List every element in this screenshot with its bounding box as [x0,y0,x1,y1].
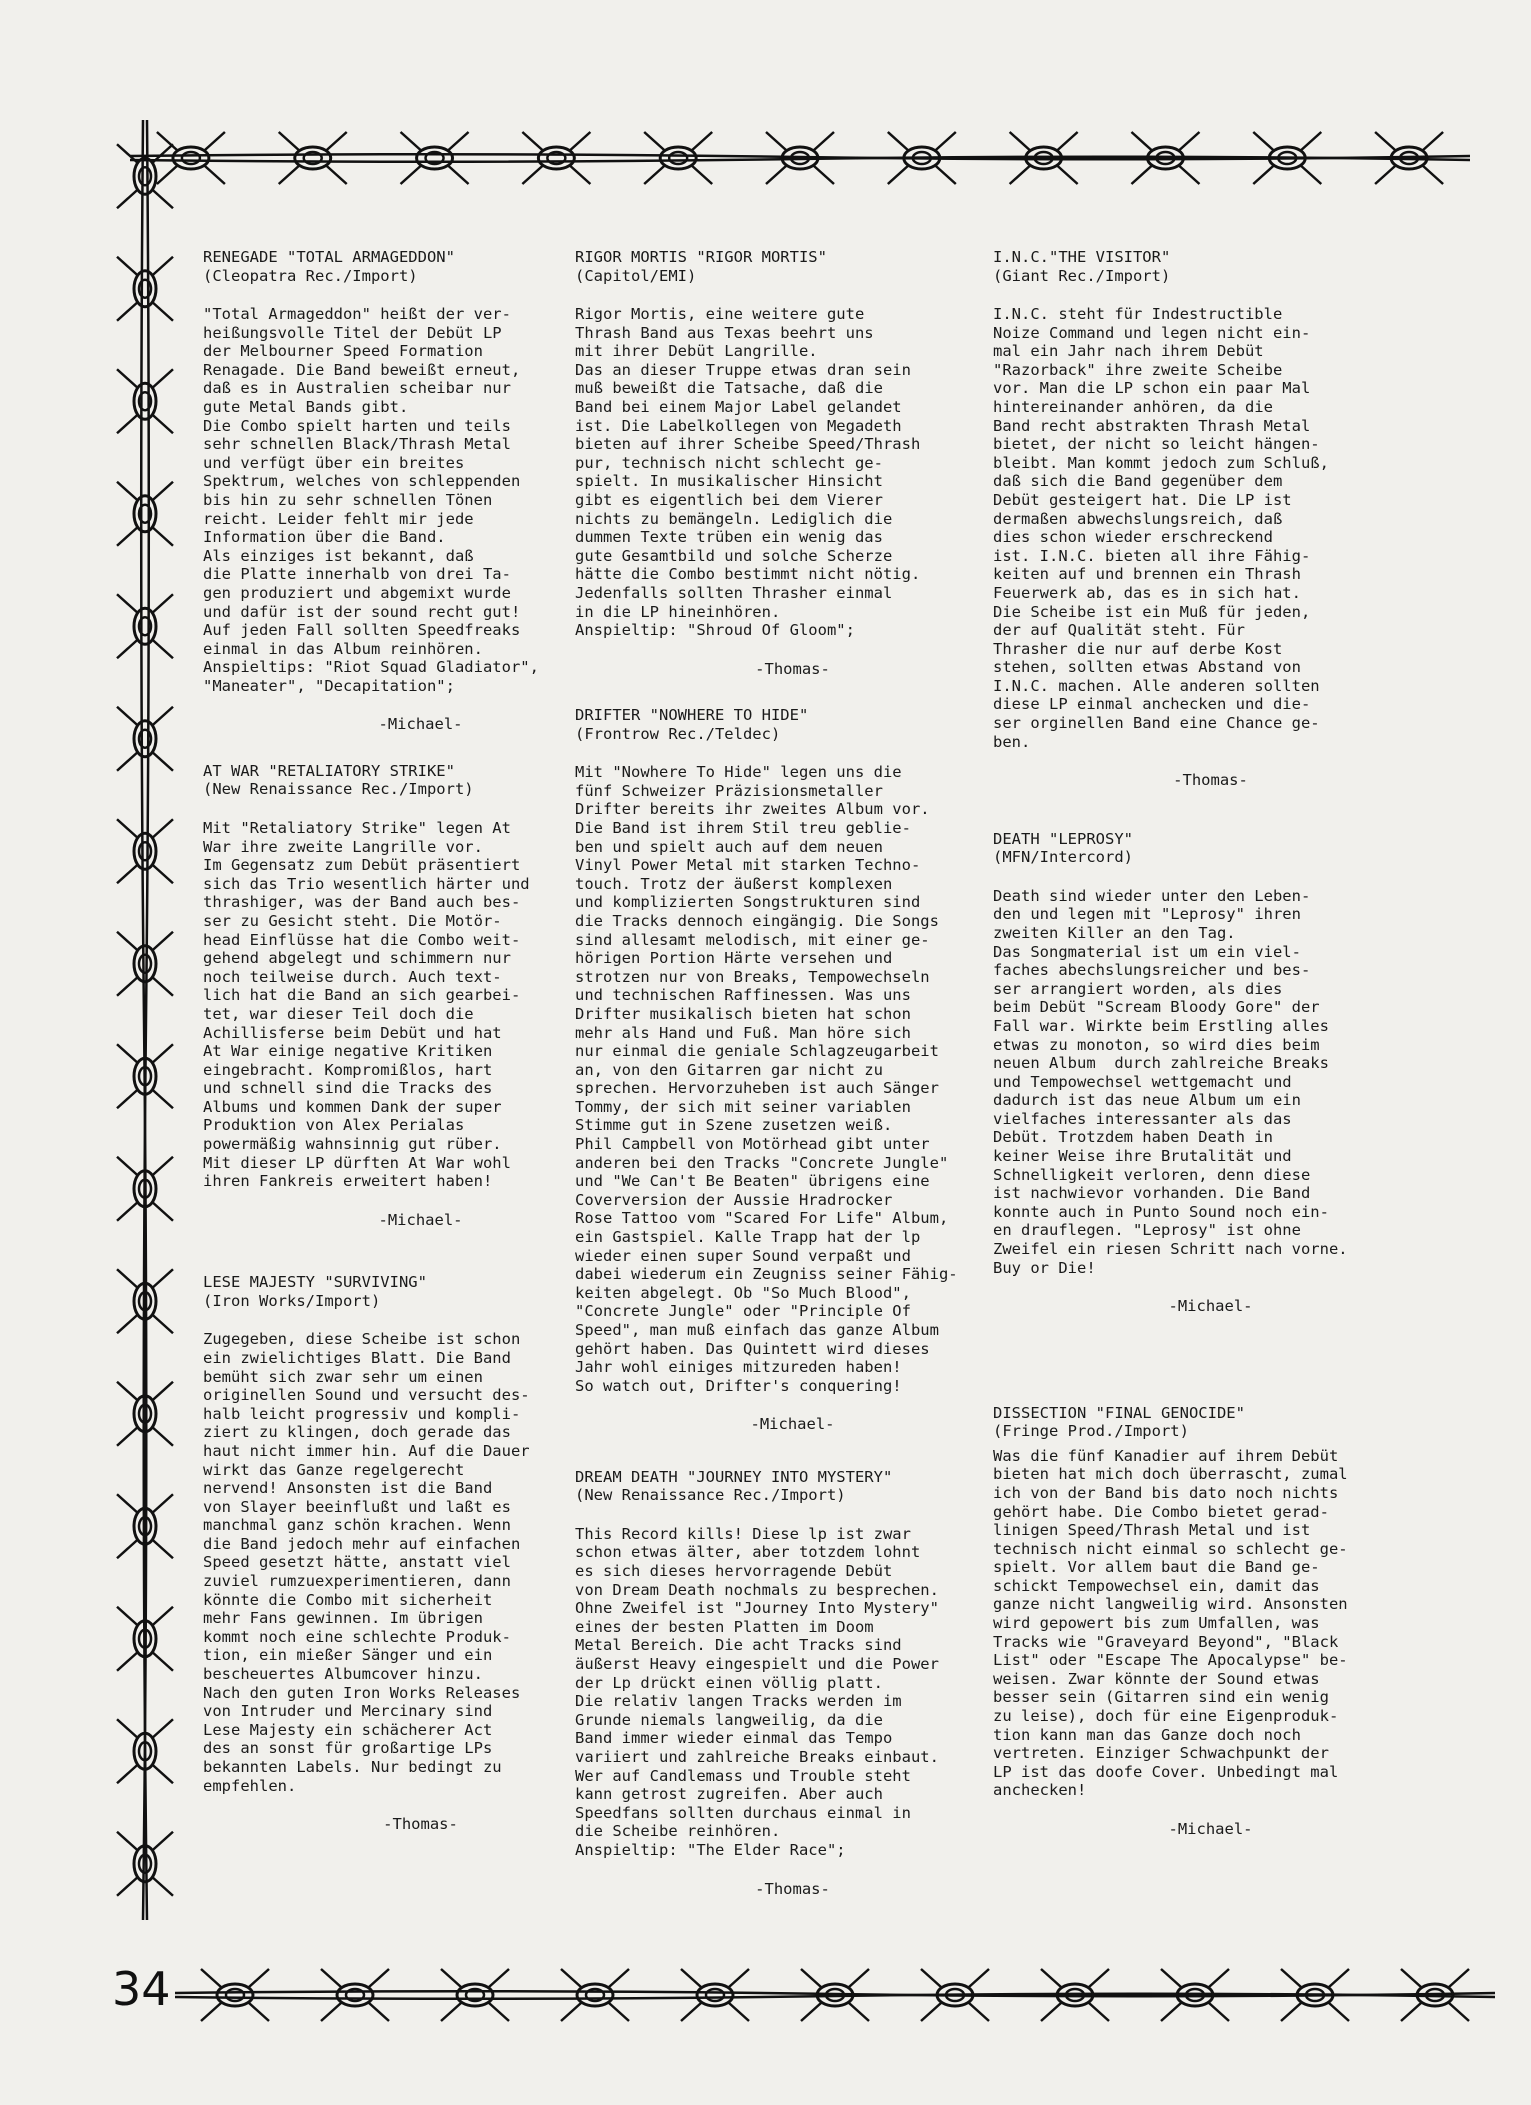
review-body: Mit "Retaliatory Strike" legen At War ihre zweite Langrille vor. Im Gegensatz zum Debüt präsentiert sich das Trio wesentlich härter und thrashiger, was der Band auch bes- ser zu Gesicht steht. Die Motör- head Einflüsse hat die Combo weit- gehend abgelegt und schimmern nur noch teilweise durch. Auch text- lich hat die Band an sich gearbei- tet, war dieser Teil doch die Achillisferse beim Debüt und hat At War einige negative Kritiken eingebracht. Kompromißlos, hart und schnell sind die Tracks des Albums und kommen Dank der super Produktion von Alex Perialas powermäßig wahnsinnig gut rüber. Mit dieser LP dürften At War wohl ihren Fankreis erweitert haben! [203,818,530,1191]
review-column-1 [203,248,598,1834]
review-title: AT WAR "RETALIATORY STRIKE" [203,761,455,780]
review-title: I.N.C."THE VISITOR" [993,248,1171,266]
review-author: -Thomas- [383,1815,458,1834]
review-author: -Michael- [750,1415,835,1434]
review-dissection [993,1404,1388,1839]
review-title: RENEGADE "TOTAL ARMAGEDDON" [203,248,455,266]
barb-knot [681,1969,749,2021]
review-label: (New Renaissance Rec./Import) [203,780,474,799]
review-author: -Michael- [378,715,463,734]
review-author: -Michael- [1168,1820,1253,1838]
review-title: RIGOR MORTIS "RIGOR MORTIS" [575,248,827,266]
review-label: (Iron Works/Import) [203,1291,381,1310]
barb-knot [561,1969,629,2021]
review-lese-majesty [203,1273,598,1833]
barb-knot [279,132,347,184]
barb-knot [321,1969,389,2021]
page-number: 34 [112,1962,171,2016]
review-body: This Record kills! Diese lp ist zwar schon etwas älter, aber totzdem lohnt es sich dieses hervorragende Debüt von Dream Death nochmals zu besprechen. Ohne Zweifel ist "Journey Into Mystery" eines der besten Platten im Doom Metal Bereich. Die acht Tracks sind äußerst Heavy eingespielt und die Power der Lp drückt einen völlig platt. Die relativ langen Tracks werden im Grunde niemals langweilig, da die Band immer wieder einmal das Tempo variiert und zahlreiche Breaks einbaut. Wer auf Candlemass und Trouble steht kann getrost zugreifen. Aber auch Speedfans sollten durchaus einmal in die Scheibe reinhören. Anspieltip: "The Elder Race"; [575,1524,939,1859]
review-author: -Thomas- [1173,771,1248,790]
barb-knot [117,1382,173,1446]
review-title: DREAM DEATH "JOURNEY INTO MYSTERY" [575,1467,893,1486]
review-body: I.N.C. steht für Indestructible Noize Command und legen nicht ein- mal ein Jahr nach ihrem Debüt "Razorback" ihre zweite Scheibe vor. Man die LP schon ein paar Mal hintereinander anhören, da die Band recht abstrakten Thrash Metal bietet, der nicht so leicht hängen- bleibt. Man kommt jedoch zum Schluß, daß sich die Band gegenüber dem Debüt gesteigert hat. Die LP ist dermaßen abwechslungsreich, daß dies schon wieder erschreckend ist. I.N.C. bieten all ihre Fähig- keiten auf und brennen ein Thrash Feuerwerk ab, das es in sich hat. Die Scheibe ist ein Muß für jeden, der auf Qualität steht. Für Thrasher die nur auf derbe Kost stehen, sollten etwas Abstand von I.N.C. machen. Alle anderen sollten diese LP einmal anchecken und die- ser orginellen Band eine Chance ge- ben. [993,305,1329,751]
review-body: Rigor Mortis, eine weitere gute Thrash Band aus Texas beehrt uns mit ihrer Debüt Langrille. Das an dieser Truppe etwas dran sein muß beweißt die Tatsache, daß die Band bei einem Major Label gelandet ist. Die Labelkollegen von Megadeth bieten auf ihrer Scheibe Speed/Thrash pur, technisch nicht schlecht ge- spielt. In musikalischer Hinsicht gibt es eigentlich bei dem Vierer nichts zu bemängeln. Lediglich die dummen Texte trüben ein wenig das gute Gesamtbild und solche Scherze hätte die Combo bestimmt nicht nötig. Jedenfalls sollten Thrasher einmal in die LP hineinhören. Anspieltip: "Shroud Of Gloom"; [575,305,921,640]
barbed-wire-bottom-border [175,1955,1495,2035]
review-label: (Capitol/EMI) [575,266,697,285]
barb-knot [401,132,469,184]
review-drifter [575,706,970,1434]
review-body: Death sind wieder unter den Leben- den und legen mit "Leprosy" ihren zweiten Killer an den Tag. Das Songmaterial ist um ein viel- faches abechslungsreicher und bes- ser arrangiert worden, als dies beim Debüt "Scream Bloody Gore" der Fall war. Wirkte beim Erstling alles etwas zu monoton, so wird dies beim neuen Album durch zahlreiche Breaks und Tempowechsel wettgemacht und dadurch ist das neue Album um ein vielfaches interessanter als das Debüt. Trotzdem haben Death in keiner Weise ihre Brutalität und Schnelligkeit verloren, denn diese ist nachwievor vorhanden. Die Band konnte auch in Punto Sound noch ein- en drauflegen. "Leprosy" ist ohne Zweifel ein riesen Schritt nach vorne. Buy or Die! [993,886,1348,1277]
review-label: (MFN/Intercord) [993,848,1133,867]
review-at-war [203,762,598,1229]
review-author: -Michael- [1168,1297,1253,1316]
review-author: -Michael- [378,1210,463,1229]
barbed-wire-top-border [130,118,1470,198]
barb-knot [117,707,173,771]
review-body: Mit "Nowhere To Hide" legen uns die fünf Schweizer Präzisionsmetaller Drifter bereits ihr zweites Album vor. Die Band ist ihrem Stil treu geblie- ben und spielt auch auf dem neuen Vinyl Power Metal mit starken Techno- touch. Trotz der äußerst komplexen und komplizierten Songstrukturen sind die Tracks dennoch eingängig. Die Songs sind allesamt melodisch, mit einer ge- hörigen Portion Härte versehen und strotzen nur von Breaks, Tempowechseln und technischen Raffinessen. Was uns Drifter musikalisch bieten hat schon mehr als Hand und Fuß. Man höre sich nur einmal die geniale Schlagzeugarbeit an, von den Gitarren gar nicht zu sprechen. Hervorzuheben ist auch Sänger Tommy, der sich mit seiner variablen Stimme gut in Szene zusetzen weiß. Phil Campbell von Motörhead gibt unter anderen bei den Tracks "Concrete Jungle" und "We Can't Be Beaten" übrigens eine Coverversion der Aussie Hradrocker Rose Tattoo vom "Scared For Life" Album, ein Gastspiel. Kalle Trapp hat der lp wieder einen super Sound verpaßt und dabei wiederum ein Zeugniss seiner Fähig- keiten abgelegt. Ob "So Much Blood", "Concrete Jungle" oder "Principle Of Speed", man muß einfach das ganze Album gehört haben. Das Quintett wird dieses Jahr wohl einiges mitzureden haben! So watch out, Drifter's conquering! [575,763,958,1395]
review-body: "Total Armageddon" heißt der ver- heißungsvolle Titel der Debüt LP der Melbourner Speed Formation Renagade. Die Band beweißt erneut, daß es in Australien scheibar nur gute Metal Bands gibt. Die Combo spielt harten und teils sehr schnellen Black/Thrash Metal und verfügt über ein breites Spektrum, welches von schleppenden bis hin zu sehr schnellen Tönen reicht. Leider fehlt mir jede Information über die Band. Als einziges ist bekannt, daß die Platte innerhalb von drei Ta- gen produziert und abgemixt wurde und dafür ist der sound recht gut! Auf jeden Fall sollten Speedfreaks einmal in das Album reinhören. Anspieltips: "Riot Squad Gladiator", "Maneater", "Decapitation"; [203,305,539,695]
barb-knot [117,932,173,996]
barb-knot [117,369,173,433]
review-label: (Giant Rec./Import) [993,266,1171,285]
review-rigor-mortis [575,248,970,678]
review-renegade [203,248,598,734]
review-label: (Fringe Prod./Import) [993,1422,1189,1441]
review-dream-death [575,1468,970,1898]
review-column-2 [575,248,970,1898]
review-label: (Frontrow Rec./Teldec) [575,724,781,743]
review-author: -Thomas- [755,1879,830,1898]
barb-knot [441,1969,509,2021]
review-body: Was die fünf Kanadier auf ihrem Debüt bieten hat mich doch überrascht, zumal ich von der Band bis dato noch nichts gehört habe. Die Combo bietet gerad- linigen Speed/Thrash Metal und ist technisch nicht einmal so schlecht ge- spielt. Vor allem baut die Band ge- schickt Tempowechsel ein, damit das ganze nicht langweilig wird. Ansonsten wird gepowert bis zum Umfallen, was Tracks wie "Graveyard Beyond", "Black List" oder "Escape The Apocalypse" be- weisen. Zwar könnte der Sound etwas besser sein (Gitarren sind ein wenig zu leise), doch für eine Eigenproduk- tion kann man das Ganze doch noch vertreten. Einziger Schwachpunkt der LP ist das doofe Cover. Unbedingt mal anchecken! [993,1446,1348,1800]
barb-knot [117,482,173,546]
review-title: LESE MAJESTY "SURVIVING" [203,1273,427,1292]
review-inc [993,248,1388,790]
barb-knot [117,819,173,883]
review-author: -Thomas- [755,659,830,678]
barb-knot [522,132,590,184]
review-label: (Cleopatra Rec./Import) [203,266,418,285]
barb-knot [117,144,173,208]
review-body: Zugegeben, diese Scheibe ist schon ein zwielichtiges Blatt. Die Band bemüht sich zwar sehr um einen originellen Sound und versucht des- halb leicht progressiv und kompli- ziert zu klingen, doch gerade das haut nicht immer hin. Auf die Dauer wirkt das Ganze regelgerecht nervend! Ansonsten ist die Band von Slayer beeinflußt und laßt es manchmal ganz schön krachen. Wenn die Band jedoch mehr auf einfachen Speed gesetzt hätte, anstatt viel zuviel rumzuexperimentieren, dann könnte die Combo mit sicherheit mehr Fans gewinnen. Im übrigen kommt noch eine schlechte Produk- tion, ein mießer Sänger und ein bescheuertes Albumcover hinzu. Nach den guten Iron Works Releases von Intruder und Mercinary sind Lese Majesty ein schächerer Act des an sonst für großartige LPs bekannten Labels. Nur bedingt zu empfehlen. [203,1330,530,1795]
barb-knot [117,257,173,321]
review-title: DEATH "LEPROSY" [993,829,1133,848]
review-column-3 [993,248,1388,1839]
barb-knot [201,1969,269,2021]
barbed-wire-left-border [110,120,180,1920]
review-title: DRIFTER "NOWHERE TO HIDE" [575,706,809,725]
review-death [993,830,1388,1316]
review-label: (New Renaissance Rec./Import) [575,1486,846,1505]
review-title: DISSECTION "FINAL GENOCIDE" [993,1403,1245,1422]
barb-knot [644,132,712,184]
barb-knot [117,594,173,658]
